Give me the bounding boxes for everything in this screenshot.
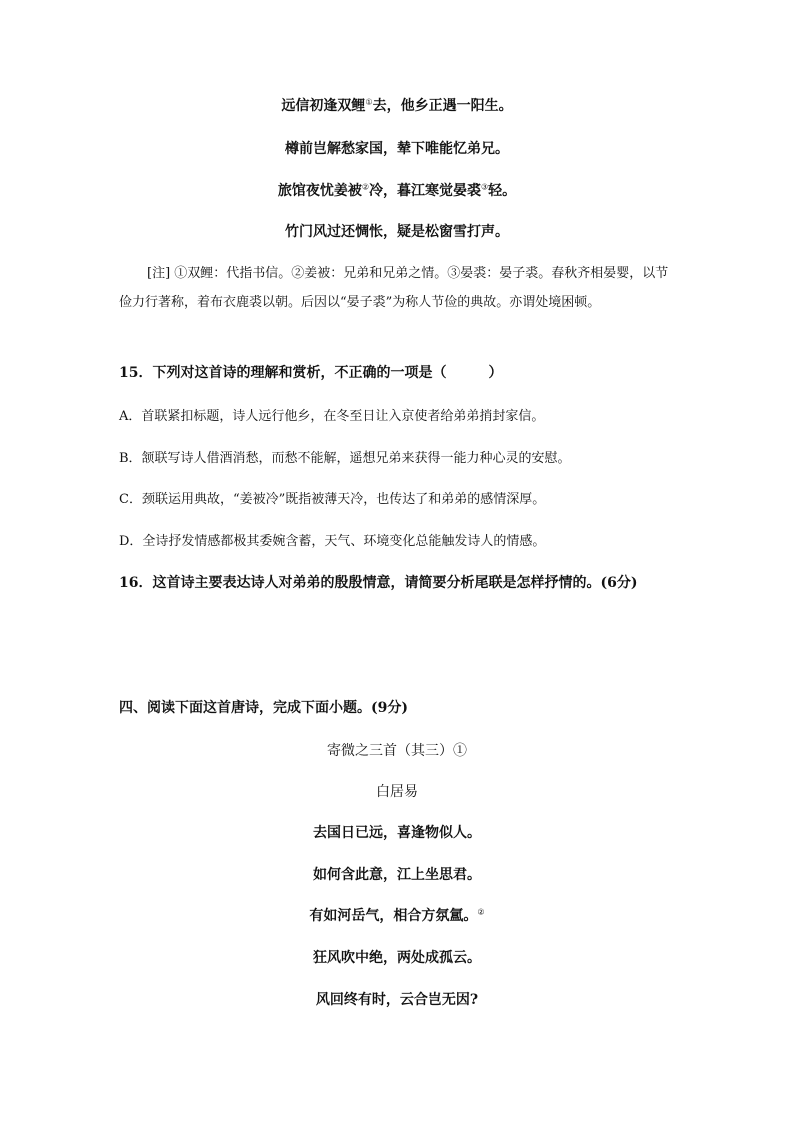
footnote-mark: ① <box>365 97 373 107</box>
poem-author: 白居易 <box>376 784 418 800</box>
question-15-stem: 15．下列对这首诗的理解和赏析，不正确的一项是（ ） <box>119 365 503 381</box>
poem-line-3: 旅馆夜忧姜被②冷，暮江寒觉晏裘③轻。 <box>277 182 517 199</box>
option-b: B．颔联写诗人借酒消愁，而愁不能解，遥想兄弟来获得一能力种心灵的安慰。 <box>119 451 571 466</box>
poem2-line-4: 狂风吹中绝，两处成孤云。 <box>313 950 481 966</box>
footnote-mark: ② <box>361 182 369 192</box>
footnote-mark: ③ <box>481 182 489 192</box>
poem2-line-2: 如何含此意，江上坐思君。 <box>313 867 481 883</box>
section-4-heading: 四、阅读下面这首唐诗，完成下面小题。(9分) <box>119 700 408 716</box>
poem2-line-3: 有如河岳气，相合方氛氲。② <box>309 907 485 924</box>
footnote-mark: ② <box>477 907 485 917</box>
option-c: C．颈联运用典故，“姜被冷”既指被薄天冷，也传达了和弟弟的感情深厚。 <box>119 492 546 507</box>
poem-line-4: 竹门风过还惆怅，疑是松窗雪打声。 <box>285 224 509 240</box>
poem-line-2: 樽前岂解愁家国，辇下唯能忆弟兄。 <box>285 141 509 157</box>
poem2-line-1: 去国日已远，喜逢物似人。 <box>313 825 481 841</box>
poem-notes: [注] ①双鲤：代指书信。②姜被：兄弟和兄弟之情。③晏裘：晏子裘。春秋齐相晏婴，以节俭力行著称，着布衣鹿裘以朝。后因以“晏子裘”为称人节俭的典故。亦谓处境困顿。 <box>119 266 669 310</box>
option-d: D．全诗抒发情感都极其委婉含蓄，天气、环境变化总能触发诗人的情感。 <box>119 534 546 549</box>
poem2-line-5: 风回终有时，云合岂无因? <box>315 992 479 1008</box>
poem-line-1: 远信初逢双鲤①去，他乡正遇一阳生。 <box>281 97 513 114</box>
option-a: A．首联紧扣标题，诗人远行他乡，在冬至日让入京使者给弟弟捎封家信。 <box>119 409 545 424</box>
poem-title: 寄微之三首（其三）① <box>327 743 467 759</box>
question-16-stem: 16．这首诗主要表达诗人对弟弟的殷殷情意，请简要分析尾联是怎样抒情的。(6分) <box>119 575 638 591</box>
